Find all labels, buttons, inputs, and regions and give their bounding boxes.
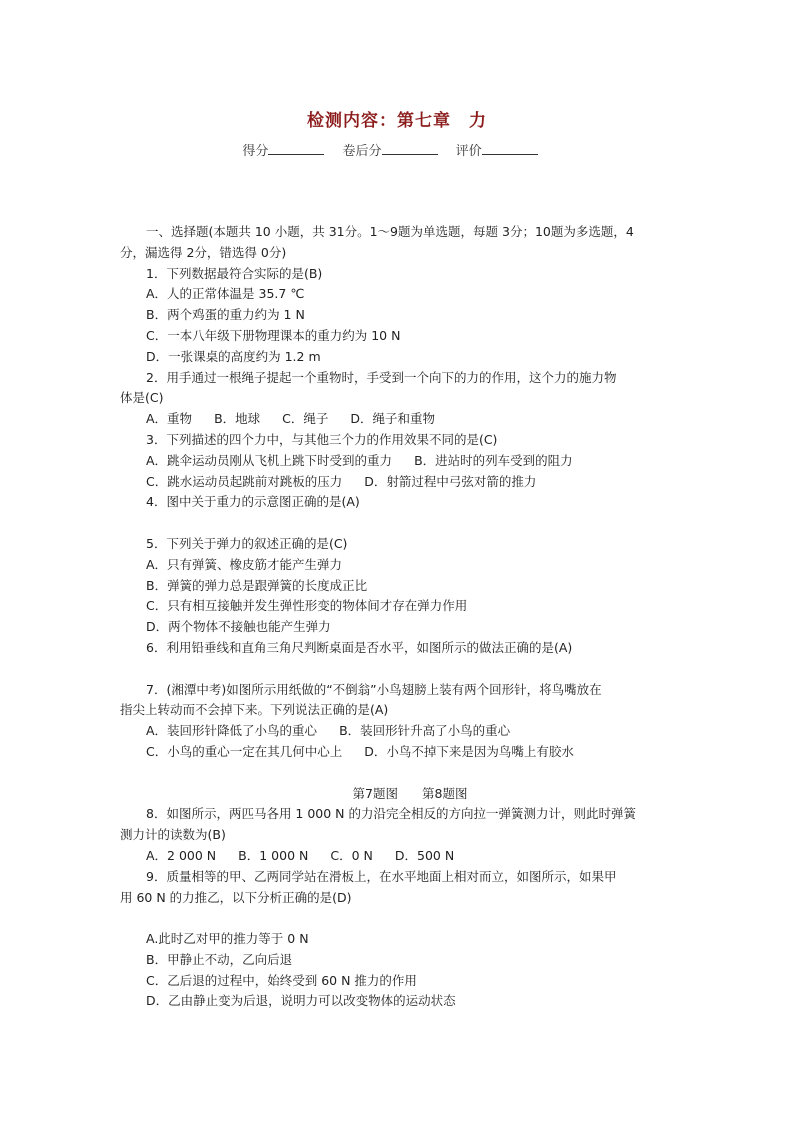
q2-option-c: C．绳子 bbox=[282, 411, 329, 427]
score-blank[interactable] bbox=[268, 142, 324, 155]
fig7-caption: 第7题图 bbox=[352, 785, 398, 801]
section-intro: 一、选择题(本题共 10 小题，共 31分。1～9题为单选题，每题 3分；10题为多选题，4 bbox=[146, 224, 634, 239]
q4-stem: 4．图中关于重力的示意图正确的是(A) bbox=[146, 494, 360, 510]
q7-stem-cont: 指尖上转动而不会掉下来。下列说法正确的是(A) bbox=[120, 702, 389, 718]
q3-option-d: D．射箭过程中弓弦对箭的推力 bbox=[364, 473, 537, 489]
score-label: 得分 bbox=[242, 144, 269, 159]
q9-option-a: A.此时乙对甲的推力等于 0 N bbox=[146, 931, 309, 947]
section-intro-cont: 分，漏选得 2分，错选得 0分) bbox=[120, 244, 287, 260]
q7-option-a: A．装回形针降低了小鸟的重心 bbox=[146, 723, 318, 739]
q3-option-a: A．跳伞运动员刚从飞机上跳下时受到的重力 bbox=[146, 452, 393, 468]
q5-option-c: C．只有相互接触并发生弹性形变的物体间才存在弹力作用 bbox=[146, 598, 468, 614]
q9-stem-cont: 用 60 N 的力推乙，以下分析正确的是(D) bbox=[120, 889, 352, 905]
q8-stem-cont: 测力计的读数为(B) bbox=[120, 827, 226, 843]
q5-option-d: D．两个物体不接触也能产生弹力 bbox=[146, 619, 331, 635]
q6-figure-space bbox=[120, 659, 690, 680]
paper-score-blank[interactable] bbox=[382, 142, 438, 155]
evaluation-blank[interactable] bbox=[482, 142, 538, 155]
q8-option-b: B．1 000 N bbox=[238, 847, 309, 863]
page-title: 检测内容：第七章 力 bbox=[307, 111, 487, 131]
q3-options-cd bbox=[120, 472, 690, 493]
fig8-caption: 第8题图 bbox=[422, 785, 468, 801]
q7-figure-space bbox=[120, 763, 690, 784]
score-line bbox=[0, 140, 794, 159]
q1-option-c: C．一本八年级下册物理课本的重力约为 10 N bbox=[146, 327, 401, 343]
q9-option-c: C．乙后退的过程中，始终受到 60 N 推力的作用 bbox=[146, 972, 417, 988]
q3-option-c: C．跳水运动员起跳前对跳板的压力 bbox=[146, 473, 343, 489]
q7-options-cd bbox=[120, 742, 690, 763]
q7-stem: 7．(湘潭中考)如图所示用纸做的“不倒翁”小鸟翅膀上装有两个回形针，将鸟嘴放在 bbox=[146, 681, 602, 697]
q1-stem: 1．下列数据最符合实际的是(B) bbox=[146, 265, 323, 281]
q3-option-b: B．进站时的列车受到的阻力 bbox=[414, 452, 573, 468]
q9-figure-space bbox=[120, 908, 690, 929]
q5-option-b: B．弹簧的弹力总是跟弹簧的长度成正比 bbox=[146, 577, 368, 593]
q2-options bbox=[120, 409, 690, 430]
paper-score-label: 卷后分 bbox=[342, 144, 382, 159]
q7-option-c: C．小鸟的重心一定在其几何中心上 bbox=[146, 743, 343, 759]
q7-option-d: D．小鸟不掉下来是因为鸟嘴上有胶水 bbox=[364, 743, 574, 759]
q1-option-a: A．人的正常体温是 35.7 ℃ bbox=[146, 286, 305, 302]
q2-option-d: D．绳子和重物 bbox=[350, 411, 436, 427]
q8-option-c: C．0 N bbox=[330, 847, 373, 863]
q8-options bbox=[120, 846, 690, 867]
q9-option-b: B．甲静止不动，乙向后退 bbox=[146, 951, 293, 967]
q9-stem: 9．质量相等的甲、乙两同学站在滑板上，在水平地面上相对而立，如图所示，如果甲 bbox=[146, 868, 617, 884]
q8-stem: 8．如图所示，两匹马各用 1 000 N 的力沿完全相反的方向拉一弹簧测力计，则此时弹簧 bbox=[146, 806, 637, 822]
figure-captions bbox=[120, 784, 690, 805]
q8-option-d: D．500 N bbox=[394, 847, 455, 863]
q2-option-b: B．地球 bbox=[214, 411, 261, 427]
q1-option-d: D．一张课桌的高度约为 1.2 m bbox=[146, 348, 321, 364]
q4-figure-space bbox=[120, 513, 690, 534]
q9-option-d: D．乙由静止变为后退，说明力可以改变物体的运动状态 bbox=[146, 993, 456, 1009]
q2-stem: 2．用手通过一根绳子提起一个重物时，手受到一个向下的力的作用，这个力的施力物 bbox=[146, 369, 617, 385]
q7-option-b: B．装回形针升高了小鸟的重心 bbox=[339, 723, 511, 739]
q5-option-a: A．只有弹簧、橡皮筋才能产生弹力 bbox=[146, 556, 343, 572]
q6-stem: 6．利用铅垂线和直角三角尺判断桌面是否水平，如图所示的做法正确的是(A) bbox=[146, 639, 573, 655]
q3-options-ab bbox=[120, 451, 690, 472]
q8-option-a: A．2 000 N bbox=[146, 847, 217, 863]
q3-stem: 3．下列描述的四个力中，与其他三个力的作用效果不同的是(C) bbox=[146, 431, 498, 447]
evaluation-label: 评价 bbox=[455, 144, 482, 159]
q7-options-ab bbox=[120, 721, 690, 742]
q2-stem-cont: 体是(C) bbox=[120, 390, 164, 406]
q2-option-a: A．重物 bbox=[146, 411, 193, 427]
q1-option-b: B．两个鸡蛋的重力约为 1 N bbox=[146, 307, 305, 323]
q5-stem: 5．下列关于弹力的叙述正确的是(C) bbox=[146, 535, 348, 551]
question-content bbox=[120, 222, 690, 1012]
